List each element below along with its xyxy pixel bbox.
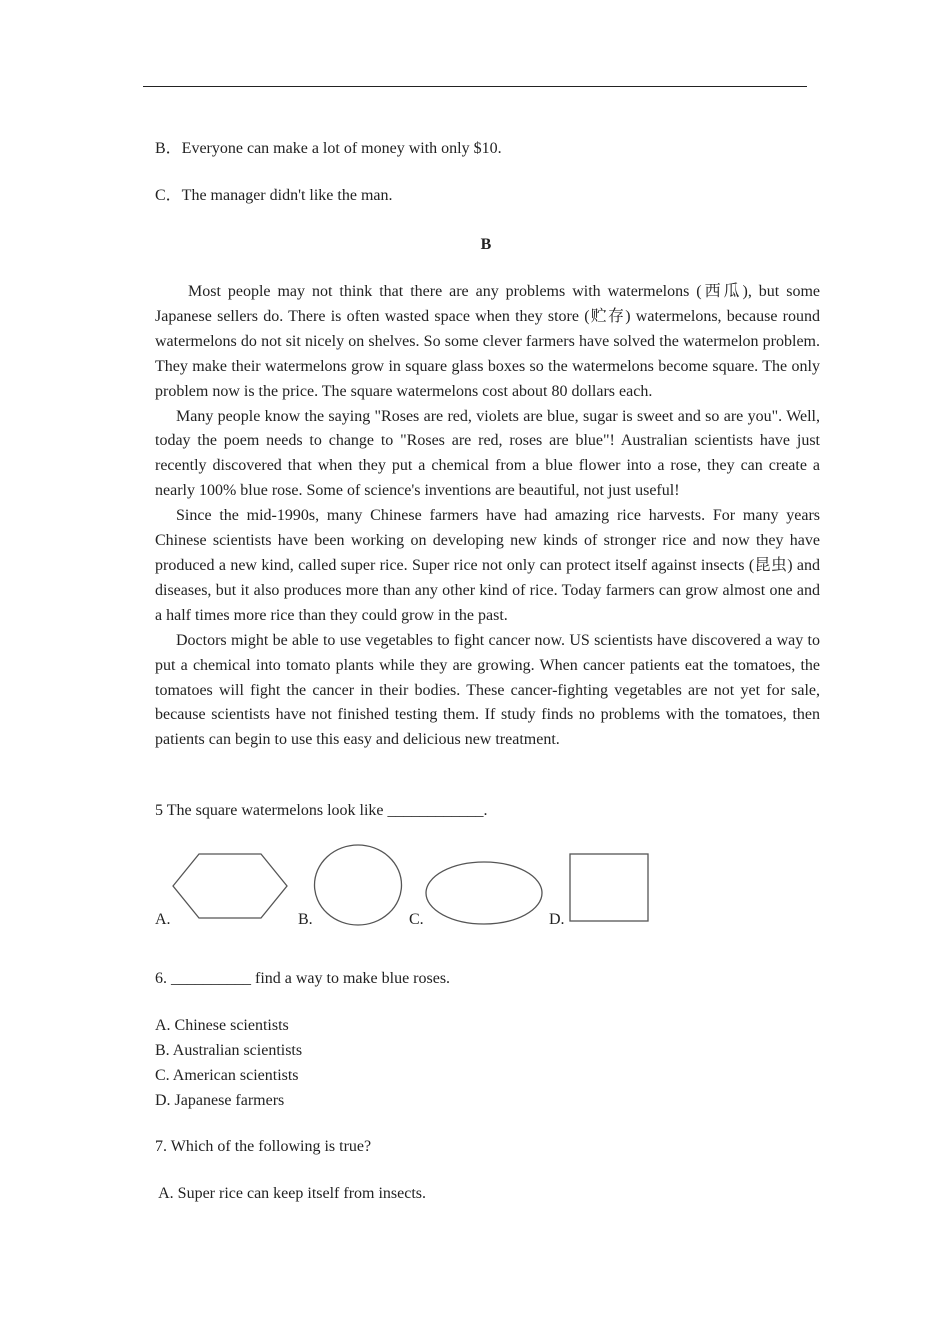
prev-option-b: B．Everyone can make a lot of money with only $10. <box>155 140 502 157</box>
passage-paragraph-3: Since the mid-1990s, many Chinese farmers have had amazing rice harvests. For many years Chinese scientists have been working on developing new kinds of stronger rice and now they have produced a new kind, called super rice. Super rice not only can protect itself against insects (昆虫) and diseases, but it also produces more than any other kind of rice. Today farmers can grow almost one and a half times more rice than they could grow in the past. <box>155 507 820 624</box>
question-6-stem: 6. __________ find a way to make blue roses. <box>155 970 451 987</box>
prev-option-c: C．The manager didn't like the man. <box>155 187 393 204</box>
question-5-stem: 5 The square watermelons look like ____________. <box>155 802 488 819</box>
square-icon <box>569 853 651 923</box>
question-7-stem: 7. Which of the following is true? <box>155 1138 372 1155</box>
passage-paragraph-4: Doctors might be able to use vegetables to fight cancer now. US scientists have discovered a way to put a chemical into tomato plants while they are growing. When cancer patients eat the tomatoes, the tomatoes will fight the cancer in their bodies. These cancer-fighting vegetables are not yet for sale, because scientists have not finished testing them. If study finds no problems with the tomatoes, then patients can begin to use this easy and delicious new treatment. <box>155 631 820 749</box>
q5-option-b-label: B. <box>298 911 313 928</box>
ellipse-icon <box>424 860 544 926</box>
q6-option-b: B. Australian scientists <box>155 1042 303 1059</box>
q5-option-a-label: A. <box>155 911 171 928</box>
q6-option-a: A. Chinese scientists <box>155 1017 289 1034</box>
passage-paragraph-2: Many people know the saying "Roses are red, violets are blue, sugar is sweet and so are you". Well, today the poem needs to change to "Roses are red, roses are blue"! Australian scientists have just recently discovered that when they put a chemical from a blue flower into a rose, they can create a nearly 100% blue rose. Some of science's inventions are beautiful, not just useful! <box>155 407 820 500</box>
q5-option-c-label: C. <box>409 911 424 928</box>
hexagon-icon <box>171 852 289 920</box>
section-title: B <box>480 236 492 253</box>
header-rule <box>143 86 807 87</box>
q7-option-a: A. Super rice can keep itself from insects. <box>155 1185 427 1202</box>
q5-option-d-label: D. <box>549 911 565 928</box>
question-5-options <box>155 838 675 933</box>
q6-option-c: C. American scientists <box>155 1067 299 1084</box>
reading-passage <box>155 280 820 753</box>
passage-paragraph-1: Most people may not think that there are any problems with watermelons (西瓜), but some Japanese sellers do. There is often wasted space when they store (贮存) watermelons, because round watermelons do not sit nicely on shelves. So some clever farmers have solved the watermelon problem. They make their watermelons grow in square glass boxes so the watermelons become square. The only problem now is the price. The square watermelons cost about 80 dollars each. <box>155 283 820 400</box>
q6-option-d: D. Japanese farmers <box>155 1092 285 1109</box>
circle-icon <box>312 844 404 926</box>
